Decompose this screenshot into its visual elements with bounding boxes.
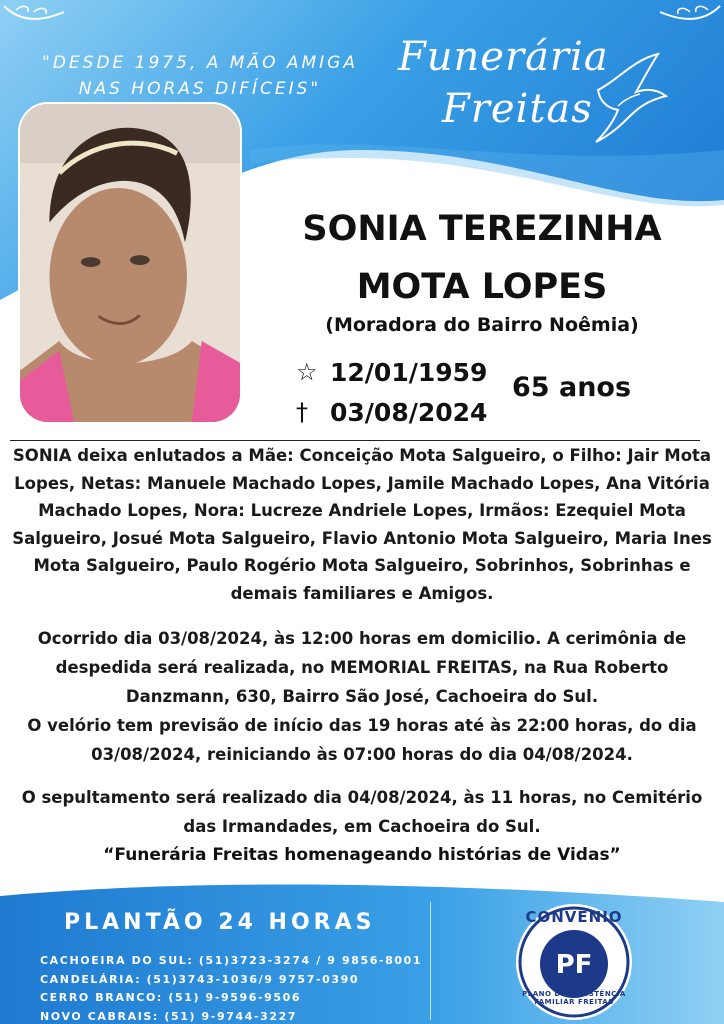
birth-row — [296, 352, 516, 392]
contact-cerro-branco: CERRO BRANCO: (51) 9-9596-9506 — [40, 991, 302, 1004]
contact-cachoeira: CACHOEIRA DO SUL: (51)3723-3274 / 9 9856-8001 — [40, 954, 423, 967]
plantao-title: PLANTÃO 24 HORAS — [64, 910, 376, 935]
wake-text: O velório tem previsão de início das 19 horas até às 22:00 horas, do dia 03/08/2024, reiniciando às 07:00 horas do dia 04/08/2024. — [27, 716, 697, 764]
contact-candelaria: CANDELÁRIA: (51)3743-1036/9 9757-0390 — [40, 972, 360, 986]
slogan-line-1: "DESDE 1975, A MÃO AMIGA — [42, 53, 358, 73]
birth-date: 12/01/1959 — [330, 357, 488, 387]
deceased-name — [262, 200, 702, 316]
contact-novo-cabrais: NOVO CABRAIS: (51) 9-9744-3227 — [40, 1009, 298, 1023]
age: 65 anos — [512, 372, 632, 403]
family-paragraph: SONIA deixa enlutados a Mãe: Conceição Mota Salgueiro, o Filho: Jair Mota Lopes, Netas: Manuele Machado Lopes, Jamile Machado Lopes, Ana Vitória Machado Lopes, Nora: Lucreze Andriele Lopes, Irmãos: Ezequiel Mota Salgueiro, Josué Mota Salgueiro, Flavio Antonio Mota Salgueiro, Maria Ines Mota Salgueiro, Paulo Rogério Mota Salgueiro, Sobrinhos, Sobrinhas e demais familiares e Amigos. — [12, 446, 712, 603]
burial-paragraph: O sepultamento será realizado dia 04/08/2024, às 11 horas, no Cemitério das Irmandades, em Cachoeira do Sul. — [21, 788, 703, 836]
convenio-title: CONVÊNIO — [525, 908, 623, 926]
contact-list — [40, 952, 422, 1024]
slogan-line-2: NAS HORAS DIFÍCEIS" — [78, 79, 322, 99]
cross-icon: † — [296, 398, 308, 426]
tagline-quote: “Funerária Freitas homenageando histórias de Vidas” — [103, 845, 621, 865]
residence-note: (Moradora do Bairro Noêmia) — [325, 314, 639, 336]
ceremony-text: Ocorrido dia 03/08/2024, às 12:00 horas em domicilio. A cerimônia de despedida será realizada, no MEMORIAL FREITAS, na Rua Roberto Danzmann, 630, Bairro São José, Cachoeira do Sul. — [37, 629, 687, 706]
star-icon: ☆ — [296, 358, 318, 386]
corner-ornament-icon — [654, 0, 724, 30]
divider — [10, 440, 700, 441]
name-line-2: MOTA LOPES — [356, 267, 608, 307]
slogan — [20, 50, 380, 102]
brand-name-line-1: Funerária — [398, 34, 609, 80]
footer-separator — [430, 902, 431, 1020]
brand-name-line-2: Freitas — [442, 86, 593, 132]
brand-logo — [392, 28, 692, 148]
dates-block — [296, 352, 516, 432]
death-date: 03/08/2024 — [330, 397, 488, 427]
footer — [0, 878, 724, 1024]
death-row — [296, 392, 516, 432]
pf-seal-icon — [508, 898, 640, 1022]
convenio-monogram: PF — [555, 950, 593, 980]
ceremony-paragraph — [6, 624, 718, 769]
corner-ornament-icon — [0, 0, 70, 30]
convenio-ring-text: PLANO DE ASSISTÊNCIA FAMILIAR FREITAS — [522, 990, 626, 1006]
name-line-1: SONIA TEREZINHA — [302, 209, 662, 249]
dove-icon — [588, 50, 668, 150]
portrait-photo — [18, 102, 242, 424]
